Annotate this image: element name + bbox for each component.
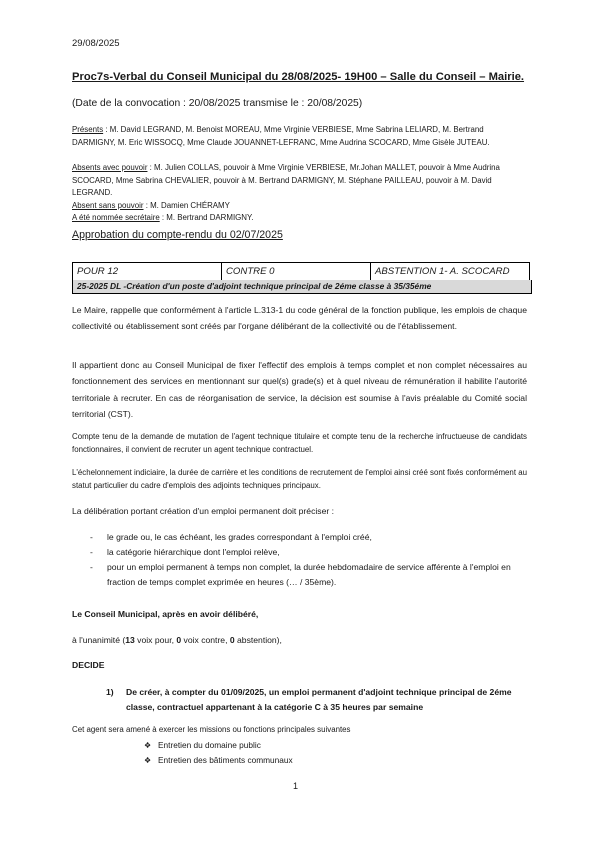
absents-pouvoir-text: : M. Julien COLLAS, pouvoir à Mme Virginie VERBIESE, Mr.Johan MALLET, pouvoir à Mme Audrina SCOCARD, Mme Sabrina CHEVALIER, pouvoir à M. Bertrand DARMIGNY, M. Stéphane PAILLEAU, pouvoir à M. David LEGRAND. — [72, 163, 500, 198]
unanimite-contre: 0 — [176, 635, 182, 645]
unanimite-abstention-text: abstention), — [234, 635, 282, 645]
unanimite-contre-text: voix contre, — [181, 635, 230, 645]
list-item — [144, 738, 293, 753]
absents-pouvoir-section — [72, 162, 524, 200]
list-item: - la catégorie hiérarchique dont l'emploi relève, — [90, 545, 530, 560]
precisions-list — [90, 530, 530, 590]
diamond-bullet-icon: ❖ — [144, 741, 152, 750]
presents-text: : M. David LEGRAND, M. Benoist MOREAU, Mme Virginie VERBIESE, Mme Sabrina LELIARD, M. Bertrand DARMIGNY, M. Eric WISSOCQ, Mme Claude JOUANNET-LEFRANC, Mme Audrina SCOCARD, Mme Gisèle JUTEAU. — [72, 125, 490, 147]
approbation-heading: Approbation du compte-rendu du 02/07/2025 — [72, 229, 283, 241]
unanimite-prefix: à l'unanimité ( — [72, 635, 126, 645]
absent-sans-pouvoir-section — [72, 200, 524, 213]
diamond-bullet-icon: ❖ — [144, 756, 152, 765]
unanimite-pour: 13 — [125, 635, 135, 645]
secretaire-text: : M. Bertrand DARMIGNY. — [159, 213, 254, 222]
convocation-line: (Date de la convocation : 20/08/2025 transmise le : 20/08/2025) — [72, 98, 363, 109]
decision-text: De créer, à compter du 01/09/2025, un emploi permanent d'adjoint technique principal de 2éme classe, contractuel appartenant à la catégorie C à 35 heures par semaine — [126, 687, 512, 713]
mission-text: Entretien du domaine public — [158, 740, 261, 750]
decision-item — [106, 685, 526, 715]
presents-label: Présents — [72, 125, 104, 134]
list-item: - le grade ou, le cas échéant, les grades correspondant à l'emploi créé, — [90, 530, 530, 545]
absents-pouvoir-label: Absents avec pouvoir — [72, 163, 148, 172]
vote-abstention: ABSTENTION 1- A. SCOCARD — [371, 263, 530, 281]
list-item — [144, 753, 293, 768]
presents-section — [72, 124, 524, 149]
secretaire-label: A été nommée secrétaire — [72, 213, 160, 222]
page-number: 1 — [293, 781, 299, 791]
secretaire-section — [72, 212, 524, 225]
document-date: 29/08/2025 — [72, 38, 120, 49]
decision-number: 1) — [106, 687, 114, 697]
unanimite-abstention: 0 — [229, 635, 235, 645]
paragraph-deliberation-portant: La délibération portant création d'un emploi permanent doit préciser : — [72, 506, 334, 516]
vote-pour: POUR 12 — [73, 263, 222, 281]
missions-list — [144, 738, 293, 768]
paragraph-compte-tenu: Compte tenu de la demande de mutation de l'agent technique titulaire et compte tenu de la recherche infructueuse de candidats fonctionnaires, il convient de recruter un agent technique contractuel. — [72, 432, 527, 455]
vote-table — [72, 262, 530, 281]
decide-heading: DECIDE — [72, 660, 105, 670]
conseil-line: Le Conseil Municipal, après en avoir délibéré, — [72, 609, 259, 619]
vote-row — [73, 263, 530, 281]
paragraph-echelonnement: L'échelonnement indiciaire, la durée de carrière et les conditions de recrutement de l'emploi ainsi créé sont fixés conformément au statut particulier du cadre d'emplois des adjoints techniques principaux. — [72, 468, 527, 491]
page-title: Proc7s-Verbal du Conseil Municipal du 28/08/2025- 19H00 – Salle du Conseil – Mairie. — [72, 71, 525, 83]
absent-sans-pouvoir-text: : M. Damien CHÉRAMY — [143, 201, 230, 210]
unanimite-pour-text: voix pour, — [134, 635, 177, 645]
paragraph-rappel: Le Maire, rappelle que conformément à l'article L.313-1 du code général de la fonction publique, les emplois de chaque collectivité ou établissement sont créés par l'organe délibérant de la collectivité ou de l'établissement. — [72, 305, 527, 332]
missions-intro: Cet agent sera amené à exercer les missions ou fonctions principales suivantes — [72, 725, 351, 734]
paragraph-appartient: Il appartient donc au Conseil Municipal de fixer l'effectif des emplois à temps complet et non complet nécessaires au fonctionnement des services en mentionnant sur quel(s) grade(s) et à quel niveau de rémunération il habilite l'autorité territoriale à recruter. En cas de réorganisation de service, la décision est soumise à l'avis préalable du Comité social territorial (CST). — [72, 360, 527, 420]
unanimite-line — [72, 635, 282, 645]
deliberation-title: 25-2025 DL -Création d'un poste d'adjoint technique principal de 2éme classe à 35/35éme — [72, 280, 532, 294]
vote-contre: CONTRE 0 — [222, 263, 371, 281]
absent-sans-pouvoir-label: Absent sans pouvoir — [72, 201, 144, 210]
mission-text: Entretien des bâtiments communaux — [158, 755, 293, 765]
list-item: - pour un emploi permanent à temps non complet, la durée hebdomadaire de service afférente à l'emploi en fraction de temps complet exprimée en heures (… / 35ème). — [90, 560, 530, 590]
